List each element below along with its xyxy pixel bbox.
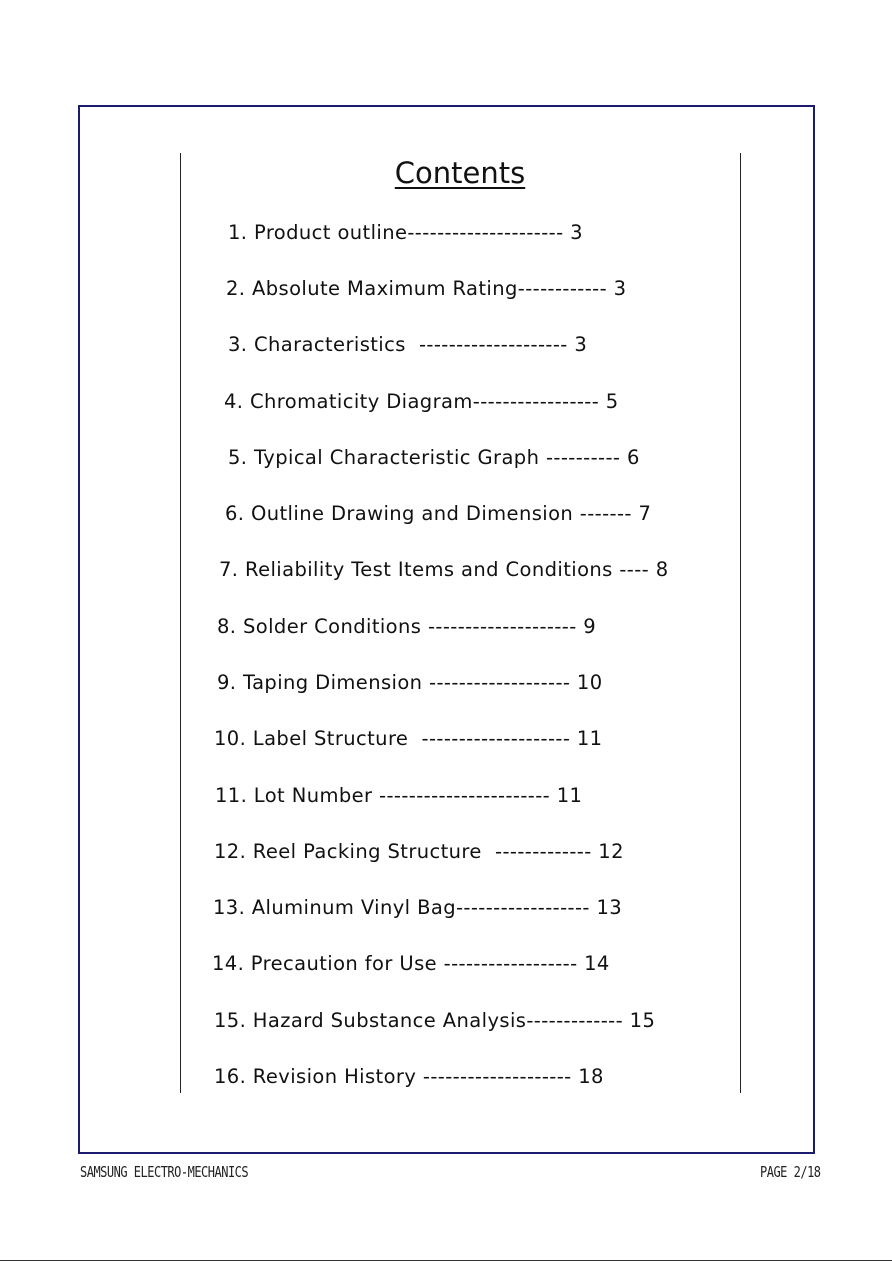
toc-entry-page: 12 <box>598 840 624 863</box>
toc-entry-page: 13 <box>596 896 623 919</box>
toc-entry-label: 4. Chromaticity Diagram <box>224 390 473 413</box>
toc-entry-leader: -------------------- <box>416 1065 572 1088</box>
toc-entry[interactable] <box>228 331 587 359</box>
toc-entry-leader: -------------------- <box>421 615 577 638</box>
left-column-rule <box>180 153 181 1093</box>
toc-entry-leader: ----------------------- <box>372 784 551 807</box>
toc-entry-label: 8. Solder Conditions <box>217 615 422 638</box>
toc-entry-leader: ------- <box>573 502 632 525</box>
toc-entry-page: 5 <box>605 390 619 413</box>
toc-entry-label: 11. Lot Number <box>215 784 373 807</box>
toc-entry-label: 14. Precaution for Use <box>212 952 438 975</box>
toc-entry[interactable] <box>217 613 596 641</box>
toc-entry-label: 16. Revision History <box>214 1065 417 1088</box>
toc-entry[interactable] <box>217 669 603 697</box>
toc-entry-page: 7 <box>638 502 652 525</box>
toc-entry-label: 3. Characteristics <box>228 333 406 356</box>
toc-entry-leader: ------------- <box>481 840 592 863</box>
footer-page-number: PAGE 2/18 <box>760 1163 821 1181</box>
toc-entry-page: 3 <box>570 221 583 244</box>
toc-entry[interactable] <box>228 444 640 472</box>
toc-entry-leader: ------------------ <box>456 896 590 919</box>
toc-entry[interactable] <box>226 275 626 303</box>
toc-entry-leader: ---------- <box>539 446 621 469</box>
toc-entry-page: 8 <box>655 558 669 581</box>
toc-entry-label: 1. Product outline <box>228 221 408 244</box>
toc-entry-label: 12. Reel Packing Structure <box>214 840 482 863</box>
toc-entry-page: 10 <box>576 671 603 694</box>
toc-entry-page: 18 <box>578 1065 604 1088</box>
toc-entry-label: 9. Taping Dimension <box>217 671 423 694</box>
toc-entry-page: 14 <box>584 952 610 975</box>
toc-entry-label: 10. Label Structure <box>214 727 409 750</box>
toc-entry-leader: ---- <box>612 558 650 581</box>
toc-entry-leader: ------------- <box>526 1009 624 1032</box>
toc-entry-label: 5. Typical Characteristic Graph <box>228 446 540 469</box>
toc-entry-page: 9 <box>583 615 597 638</box>
toc-entry[interactable] <box>213 894 622 922</box>
toc-entry[interactable] <box>214 1007 655 1035</box>
toc-entry-page: 15 <box>629 1009 656 1032</box>
toc-entry-label: 2. Absolute Maximum Rating <box>226 277 518 300</box>
toc-entry[interactable] <box>219 556 669 584</box>
toc-entry-leader: ------------------- <box>422 671 571 694</box>
toc-entry-page: 11 <box>556 784 583 807</box>
toc-entry[interactable] <box>228 219 583 247</box>
toc-entry-leader: -------------------- <box>408 727 571 750</box>
footer-company: SAMSUNG ELECTRO-MECHANICS <box>80 1163 249 1181</box>
toc-entry-label: 6. Outline Drawing and Dimension <box>225 502 574 525</box>
toc-entry-leader: ------------ <box>517 277 608 300</box>
toc-entry-leader: ------------------ <box>437 952 578 975</box>
toc-entry[interactable] <box>214 1063 604 1091</box>
toc-entry[interactable] <box>225 500 651 528</box>
toc-entry-page: 3 <box>574 333 588 356</box>
toc-entry-leader: -------------------- <box>405 333 568 356</box>
toc-entry[interactable] <box>224 388 619 416</box>
toc-entry-leader: --------------------- <box>407 221 564 244</box>
toc-entry-page: 6 <box>626 446 640 469</box>
toc-entry-page: 3 <box>613 277 627 300</box>
bottom-rule <box>0 1260 892 1261</box>
toc-entry[interactable] <box>215 782 582 810</box>
toc-entry-page: 11 <box>576 727 603 750</box>
toc-entry-label: 7. Reliability Test Items and Conditions <box>219 558 613 581</box>
toc-entry-label: 15. Hazard Substance Analysis <box>214 1009 527 1032</box>
contents-title: Contents <box>394 156 526 190</box>
toc-entry[interactable] <box>212 950 610 978</box>
toc-entry-label: 13. Aluminum Vinyl Bag <box>213 896 456 919</box>
toc-entry[interactable] <box>214 838 624 866</box>
right-column-rule <box>740 153 741 1093</box>
toc-entry[interactable] <box>214 725 603 753</box>
toc-entry-leader: ----------------- <box>472 390 600 413</box>
